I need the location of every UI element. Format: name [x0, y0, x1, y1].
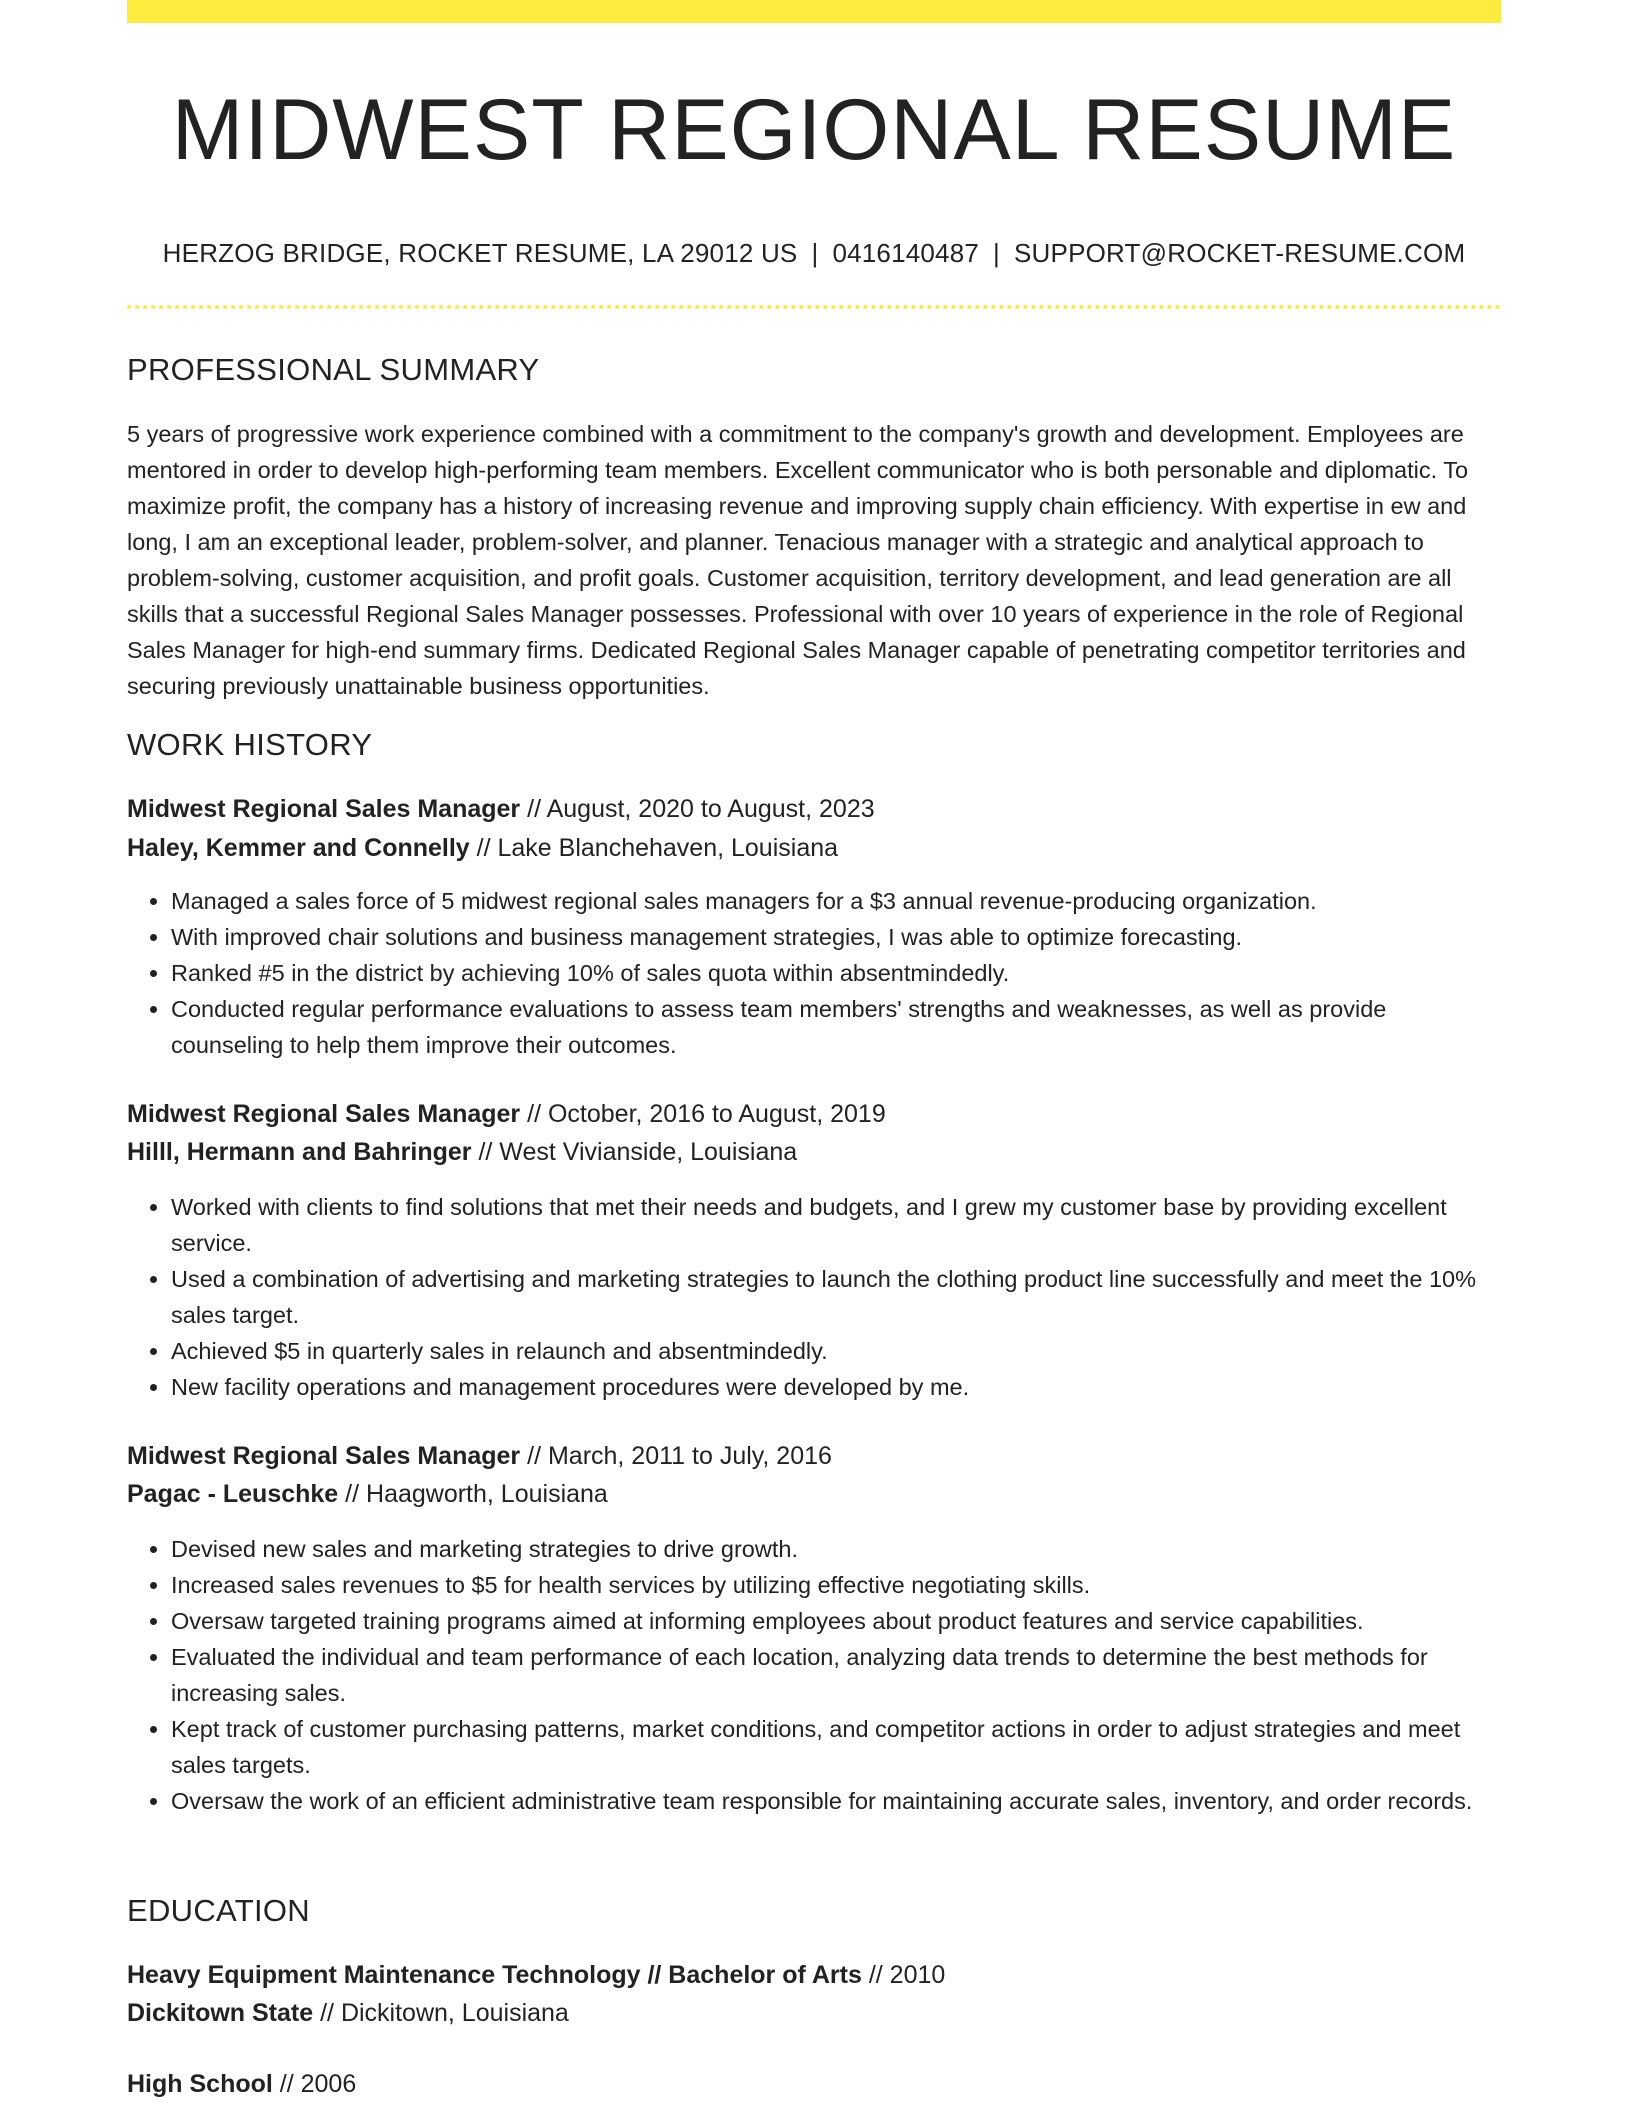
list-item: • Evaluated the individual and team performance of each location, analyzing data trends to determine the best methods for increasing sales.	[171, 1639, 1501, 1711]
job-company: Haley, Kemmer and Connelly	[127, 834, 470, 862]
job-bullets	[127, 883, 1501, 1063]
list-item: • Conducted regular performance evaluations to assess team members' strengths and weaknesses, as well as provide counseling to help them improve their outcomes.	[171, 991, 1501, 1063]
job-company-line	[127, 1134, 797, 1170]
job-title: Midwest Regional Sales Manager	[127, 1100, 521, 1128]
job-dates: // October, 2016 to August, 2019	[527, 1100, 886, 1128]
summary-text: 5 years of progressive work experience combined with a commitment to the company's growth and development. Employees are mentored in order to develop high-performing team members. Excellent communicator who is both personable and diplomatic. To maximize profit, the company has a history of increasing revenue and improving supply chain efficiency. With expertise in ew and long, I am an exceptional leader, problem-solver, and planner. Tenacious manager with a strategic and analytical approach to problem-solving, customer acquisition, and profit goals. Customer acquisition, territory development, and lead generation are all skills that a successful Regional Sales Manager possesses. Professional with over 10 years of experience in the role of Regional Sales Manager for high-end summary firms. Dedicated Regional Sales Manager capable of penetrating competitor territories and securing previously unattainable business opportunities.	[127, 421, 1469, 699]
job-company: Pagac - Leuschke	[127, 1480, 339, 1508]
education-location: // Dickitown, Louisiana	[320, 1999, 569, 2027]
job-title-line	[127, 1438, 832, 1474]
education-year: // 2010	[868, 1961, 946, 1989]
list-item: • Achieved $5 in quarterly sales in relaunch and absentmindedly.	[171, 1333, 1501, 1369]
contact-phone: 0416140487	[832, 238, 980, 268]
list-item: • Oversaw the work of an efficient administrative team responsible for maintaining accurate sales, inventory, and order records.	[171, 1783, 1501, 1819]
job-bullets	[127, 1189, 1501, 1405]
summary-heading: PROFESSIONAL SUMMARY	[127, 352, 540, 387]
contact-separator: |	[993, 238, 1001, 268]
contact-address: HERZOG BRIDGE, ROCKET RESUME, LA 29012 US	[162, 238, 798, 268]
job-company-line	[127, 1476, 608, 1512]
resume-title: MIDWEST REGIONAL RESUME	[171, 82, 1457, 178]
list-item: • With improved chair solutions and business management strategies, I was able to optimize forecasting.	[171, 919, 1501, 955]
job-title: Midwest Regional Sales Manager	[127, 795, 521, 823]
contact-line	[127, 236, 1501, 270]
job-location: // Lake Blanchehaven, Louisiana	[476, 834, 839, 862]
job-company: Hilll, Hermann and Bahringer	[127, 1138, 472, 1166]
list-item: • Oversaw targeted training programs aimed at informing employees about product features and service capabilities.	[171, 1603, 1501, 1639]
contact-separator: |	[811, 238, 819, 268]
education-year: // 2006	[279, 2070, 357, 2098]
work-history-heading: WORK HISTORY	[127, 727, 373, 762]
list-item: • Increased sales revenues to $5 for health services by utilizing effective negotiating skills.	[171, 1567, 1501, 1603]
accent-bar	[127, 0, 1501, 23]
list-item: • New facility operations and management procedures were developed by me.	[171, 1369, 1501, 1405]
list-item: • Used a combination of advertising and marketing strategies to launch the clothing product line successfully and meet the 10% sales target.	[171, 1261, 1501, 1333]
job-dates: // August, 2020 to August, 2023	[527, 795, 875, 823]
job-title-line	[127, 1096, 886, 1132]
education-school-line	[127, 1995, 569, 2031]
education-school: Dickitown State	[127, 1999, 314, 2027]
list-item: • Worked with clients to find solutions that met their needs and budgets, and I grew my customer base by providing excellent service.	[171, 1189, 1501, 1261]
job-dates: // March, 2011 to July, 2016	[527, 1442, 832, 1470]
list-item: • Kept track of customer purchasing patterns, market conditions, and competitor actions in order to adjust strategies and meet sales targets.	[171, 1711, 1501, 1783]
job-location: // Haagworth, Louisiana	[345, 1480, 608, 1508]
job-title-line	[127, 791, 875, 827]
education-heading: EDUCATION	[127, 1893, 310, 1928]
dotted-divider	[127, 305, 1501, 309]
education-degree: Heavy Equipment Maintenance Technology // Bachelor of Arts	[127, 1961, 862, 1989]
job-title: Midwest Regional Sales Manager	[127, 1442, 521, 1470]
list-item: • Devised new sales and marketing strategies to drive growth.	[171, 1531, 1501, 1567]
education-degree-line	[127, 2066, 356, 2102]
education-degree: High School	[127, 2070, 273, 2098]
contact-email: SUPPORT@ROCKET-RESUME.COM	[1014, 238, 1466, 268]
list-item: • Managed a sales force of 5 midwest regional sales managers for a $3 annual revenue-producing organization.	[171, 883, 1501, 919]
job-location: // West Vivianside, Louisiana	[478, 1138, 798, 1166]
education-degree-line	[127, 1957, 945, 1993]
job-bullets	[127, 1531, 1501, 1819]
job-company-line	[127, 830, 838, 866]
list-item: • Ranked #5 in the district by achieving 10% of sales quota within absentmindedly.	[171, 955, 1501, 991]
